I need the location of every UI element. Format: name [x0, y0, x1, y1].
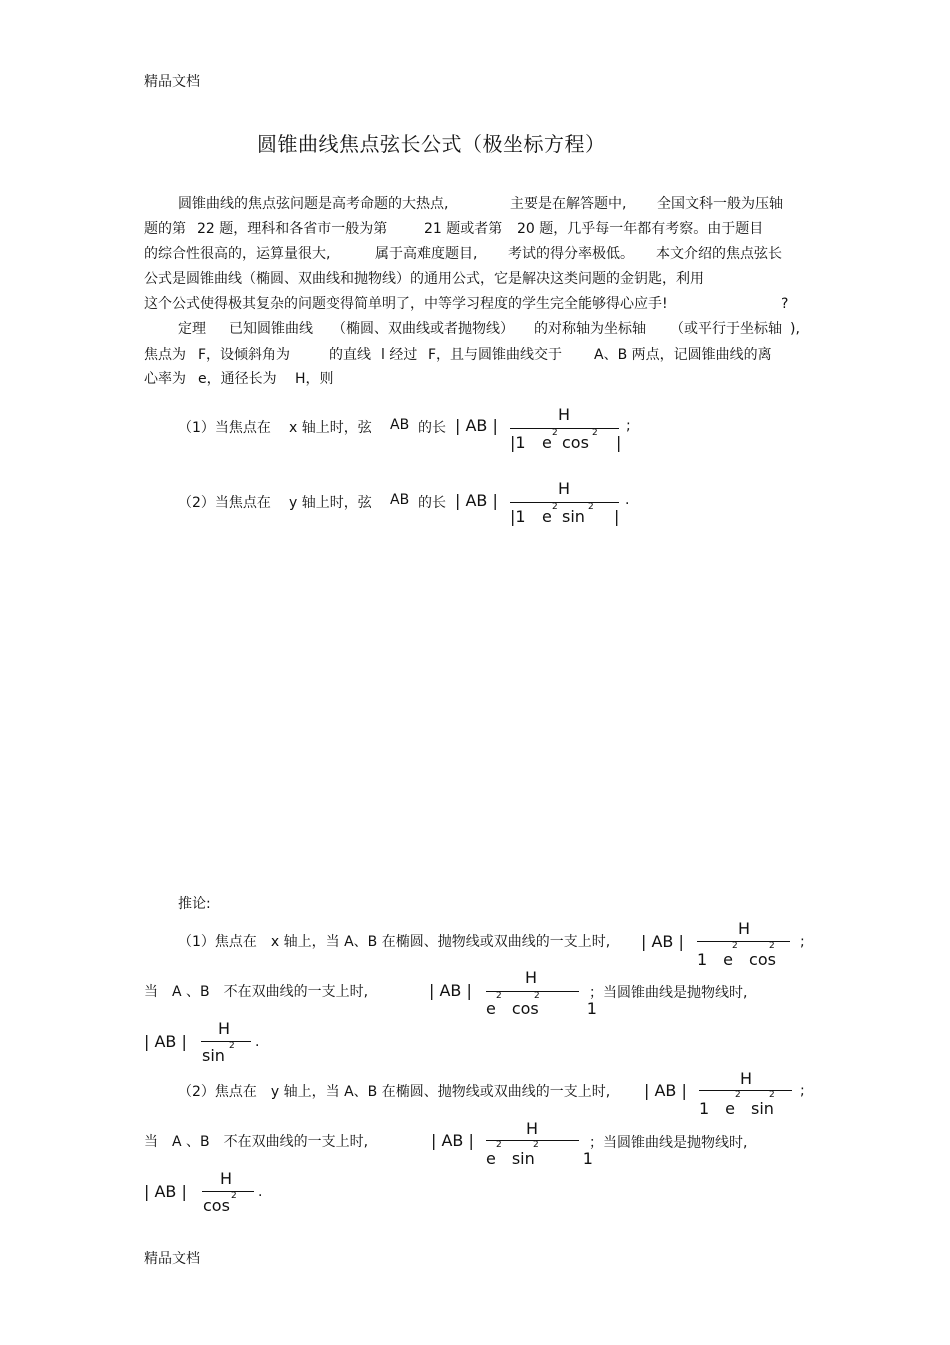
fraction-bar — [699, 1090, 792, 1091]
page-title: 圆锥曲线焦点弦长公式（极坐标方程） — [257, 132, 606, 156]
formula-tail: . — [625, 492, 630, 508]
formula-lhs: | AB | — [455, 416, 498, 435]
theorem-text: A、B 两点，记圆锥曲线的离 — [594, 347, 772, 363]
corollary-title: 推论: — [178, 896, 211, 912]
theorem-text: H，则 — [295, 371, 334, 387]
exponent: 2 — [735, 1090, 741, 1100]
formula-denominator: sin — [202, 1046, 225, 1065]
intro-text: 22 题，理科和各省市一般为第 — [197, 221, 388, 237]
formula-numerator: H — [526, 1119, 539, 1138]
corollary-text: （2）焦点在 y 轴上，当 A、B 在椭圆、抛物线或双曲线的一支上时, — [178, 1084, 611, 1100]
formula-lhs: | AB | — [144, 1182, 187, 1201]
formula-denominator: 1 e sin — [699, 1099, 774, 1118]
intro-text: 主要是在解答题中, — [510, 196, 627, 212]
formula-label: （2）当焦点在 — [178, 495, 271, 511]
intro-text: 本文介绍的焦点弦长 — [656, 246, 782, 262]
formula-tail: ; — [800, 934, 805, 950]
fraction-bar — [697, 941, 790, 942]
formula-tail: . — [255, 1034, 260, 1050]
theorem-text: F，设倾斜角为 — [198, 347, 291, 363]
exponent: 2 — [496, 991, 502, 1001]
formula-denominator: | — [616, 433, 622, 452]
formula-denominator: | — [614, 507, 620, 526]
formula-numerator: H — [738, 919, 751, 938]
formula-numerator: H — [525, 968, 538, 987]
intro-text: 属于高难度题目, — [375, 246, 478, 262]
formula-denominator: e — [542, 507, 552, 526]
formula-denominator: 1 e cos — [697, 950, 776, 969]
formula-lhs: | AB | — [455, 491, 498, 510]
exponent: 2 — [552, 428, 558, 438]
formula-tail: . — [258, 1184, 263, 1200]
fraction-bar — [510, 502, 619, 503]
theorem-text: e，通径长为 — [198, 371, 277, 387]
fraction-bar — [510, 428, 619, 429]
formula-tail: ; — [800, 1083, 805, 1099]
formula-numerator: H — [220, 1169, 233, 1188]
formula-denominator: e sin 1 — [486, 1149, 593, 1168]
formula-numerator: H — [558, 479, 571, 498]
intro-text: 全国文科一般为压轴 — [657, 196, 783, 212]
exponent: 2 — [229, 1041, 235, 1051]
theorem-text: （或平行于坐标轴 — [670, 321, 782, 337]
theorem-text: 已知圆锥曲线 — [229, 321, 313, 337]
exponent: 2 — [533, 1140, 539, 1150]
formula-label: （1）当焦点在 — [178, 420, 271, 436]
formula-denominator: sin — [562, 507, 585, 526]
formula-denominator: |1 — [510, 433, 526, 452]
formula-lhs: | AB | — [431, 1131, 474, 1150]
formula-lhs: | AB | — [429, 981, 472, 1000]
formula-label: AB — [390, 417, 410, 433]
intro-text: 圆锥曲线的焦点弦问题是高考命题的大热点, — [178, 196, 449, 212]
theorem-text: 定理 — [178, 321, 206, 337]
formula-label: AB — [390, 492, 410, 508]
theorem-text: ), — [790, 321, 800, 337]
formula-lhs: | AB | — [144, 1032, 187, 1051]
theorem-text: l 经过 — [381, 347, 418, 363]
intro-text: 这个公式使得极其复杂的问题变得简单明了，中等学习程度的学生完全能够得心应手! — [144, 296, 668, 312]
exponent: 2 — [769, 941, 775, 951]
exponent: 2 — [231, 1191, 237, 1201]
formula-label: 的长 — [418, 420, 446, 436]
formula-tail: ; — [626, 418, 631, 434]
intro-text: 公式是圆锥曲线（椭圆、双曲线和抛物线）的通用公式，它是解决这类问题的金钥匙，利用 — [144, 271, 704, 287]
exponent: 2 — [592, 428, 598, 438]
fraction-bar — [201, 1041, 251, 1042]
theorem-text: F，且与圆锥曲线交于 — [428, 347, 563, 363]
exponent: 2 — [769, 1090, 775, 1100]
formula-lhs: | AB | — [644, 1081, 687, 1100]
formula-denominator: cos — [203, 1196, 230, 1215]
theorem-text: （椭圆、双曲线或者抛物线） — [332, 321, 514, 337]
intro-text: ? — [781, 296, 789, 312]
formula-label: y 轴上时，弦 — [289, 495, 372, 511]
page-footer: 精品文档 — [144, 1251, 200, 1267]
exponent: 2 — [588, 502, 594, 512]
formula-numerator: H — [558, 405, 571, 424]
intro-text: 题的第 — [144, 221, 186, 237]
fraction-bar — [202, 1191, 254, 1192]
page-header: 精品文档 — [144, 74, 200, 90]
corollary-text: （1）焦点在 x 轴上，当 A、B 在椭圆、抛物线或双曲线的一支上时, — [178, 934, 611, 950]
corollary-text: 当 A 、B 不在双曲线的一支上时, — [144, 984, 369, 1000]
intro-text: 的综合性很高的，运算量很大, — [144, 246, 331, 262]
intro-text: 考试的得分率极低。 — [508, 246, 634, 262]
corollary-text: ；当圆锥曲线是抛物线时, — [589, 985, 748, 1001]
theorem-text: 心率为 — [144, 371, 186, 387]
theorem-text: 的对称轴为坐标轴 — [534, 321, 646, 337]
exponent: 2 — [552, 502, 558, 512]
formula-lhs: | AB | — [641, 932, 684, 951]
exponent: 2 — [534, 991, 540, 1001]
formula-denominator: e cos 1 — [486, 999, 597, 1018]
formula-numerator: H — [740, 1069, 753, 1088]
corollary-text: ；当圆锥曲线是抛物线时, — [589, 1135, 748, 1151]
theorem-text: 的直线 — [329, 347, 371, 363]
exponent: 2 — [496, 1140, 502, 1150]
formula-numerator: H — [218, 1019, 231, 1038]
intro-text: 20 题，几乎每一年都有考察。由于题目 — [517, 221, 764, 237]
formula-denominator: cos — [562, 433, 589, 452]
exponent: 2 — [732, 941, 738, 951]
theorem-text: 焦点为 — [144, 347, 186, 363]
corollary-text: 当 A 、B 不在双曲线的一支上时, — [144, 1134, 369, 1150]
formula-denominator: e — [542, 433, 552, 452]
formula-denominator: |1 — [510, 507, 526, 526]
formula-label: x 轴上时，弦 — [289, 420, 372, 436]
formula-label: 的长 — [418, 495, 446, 511]
intro-text: 21 题或者第 — [424, 221, 503, 237]
